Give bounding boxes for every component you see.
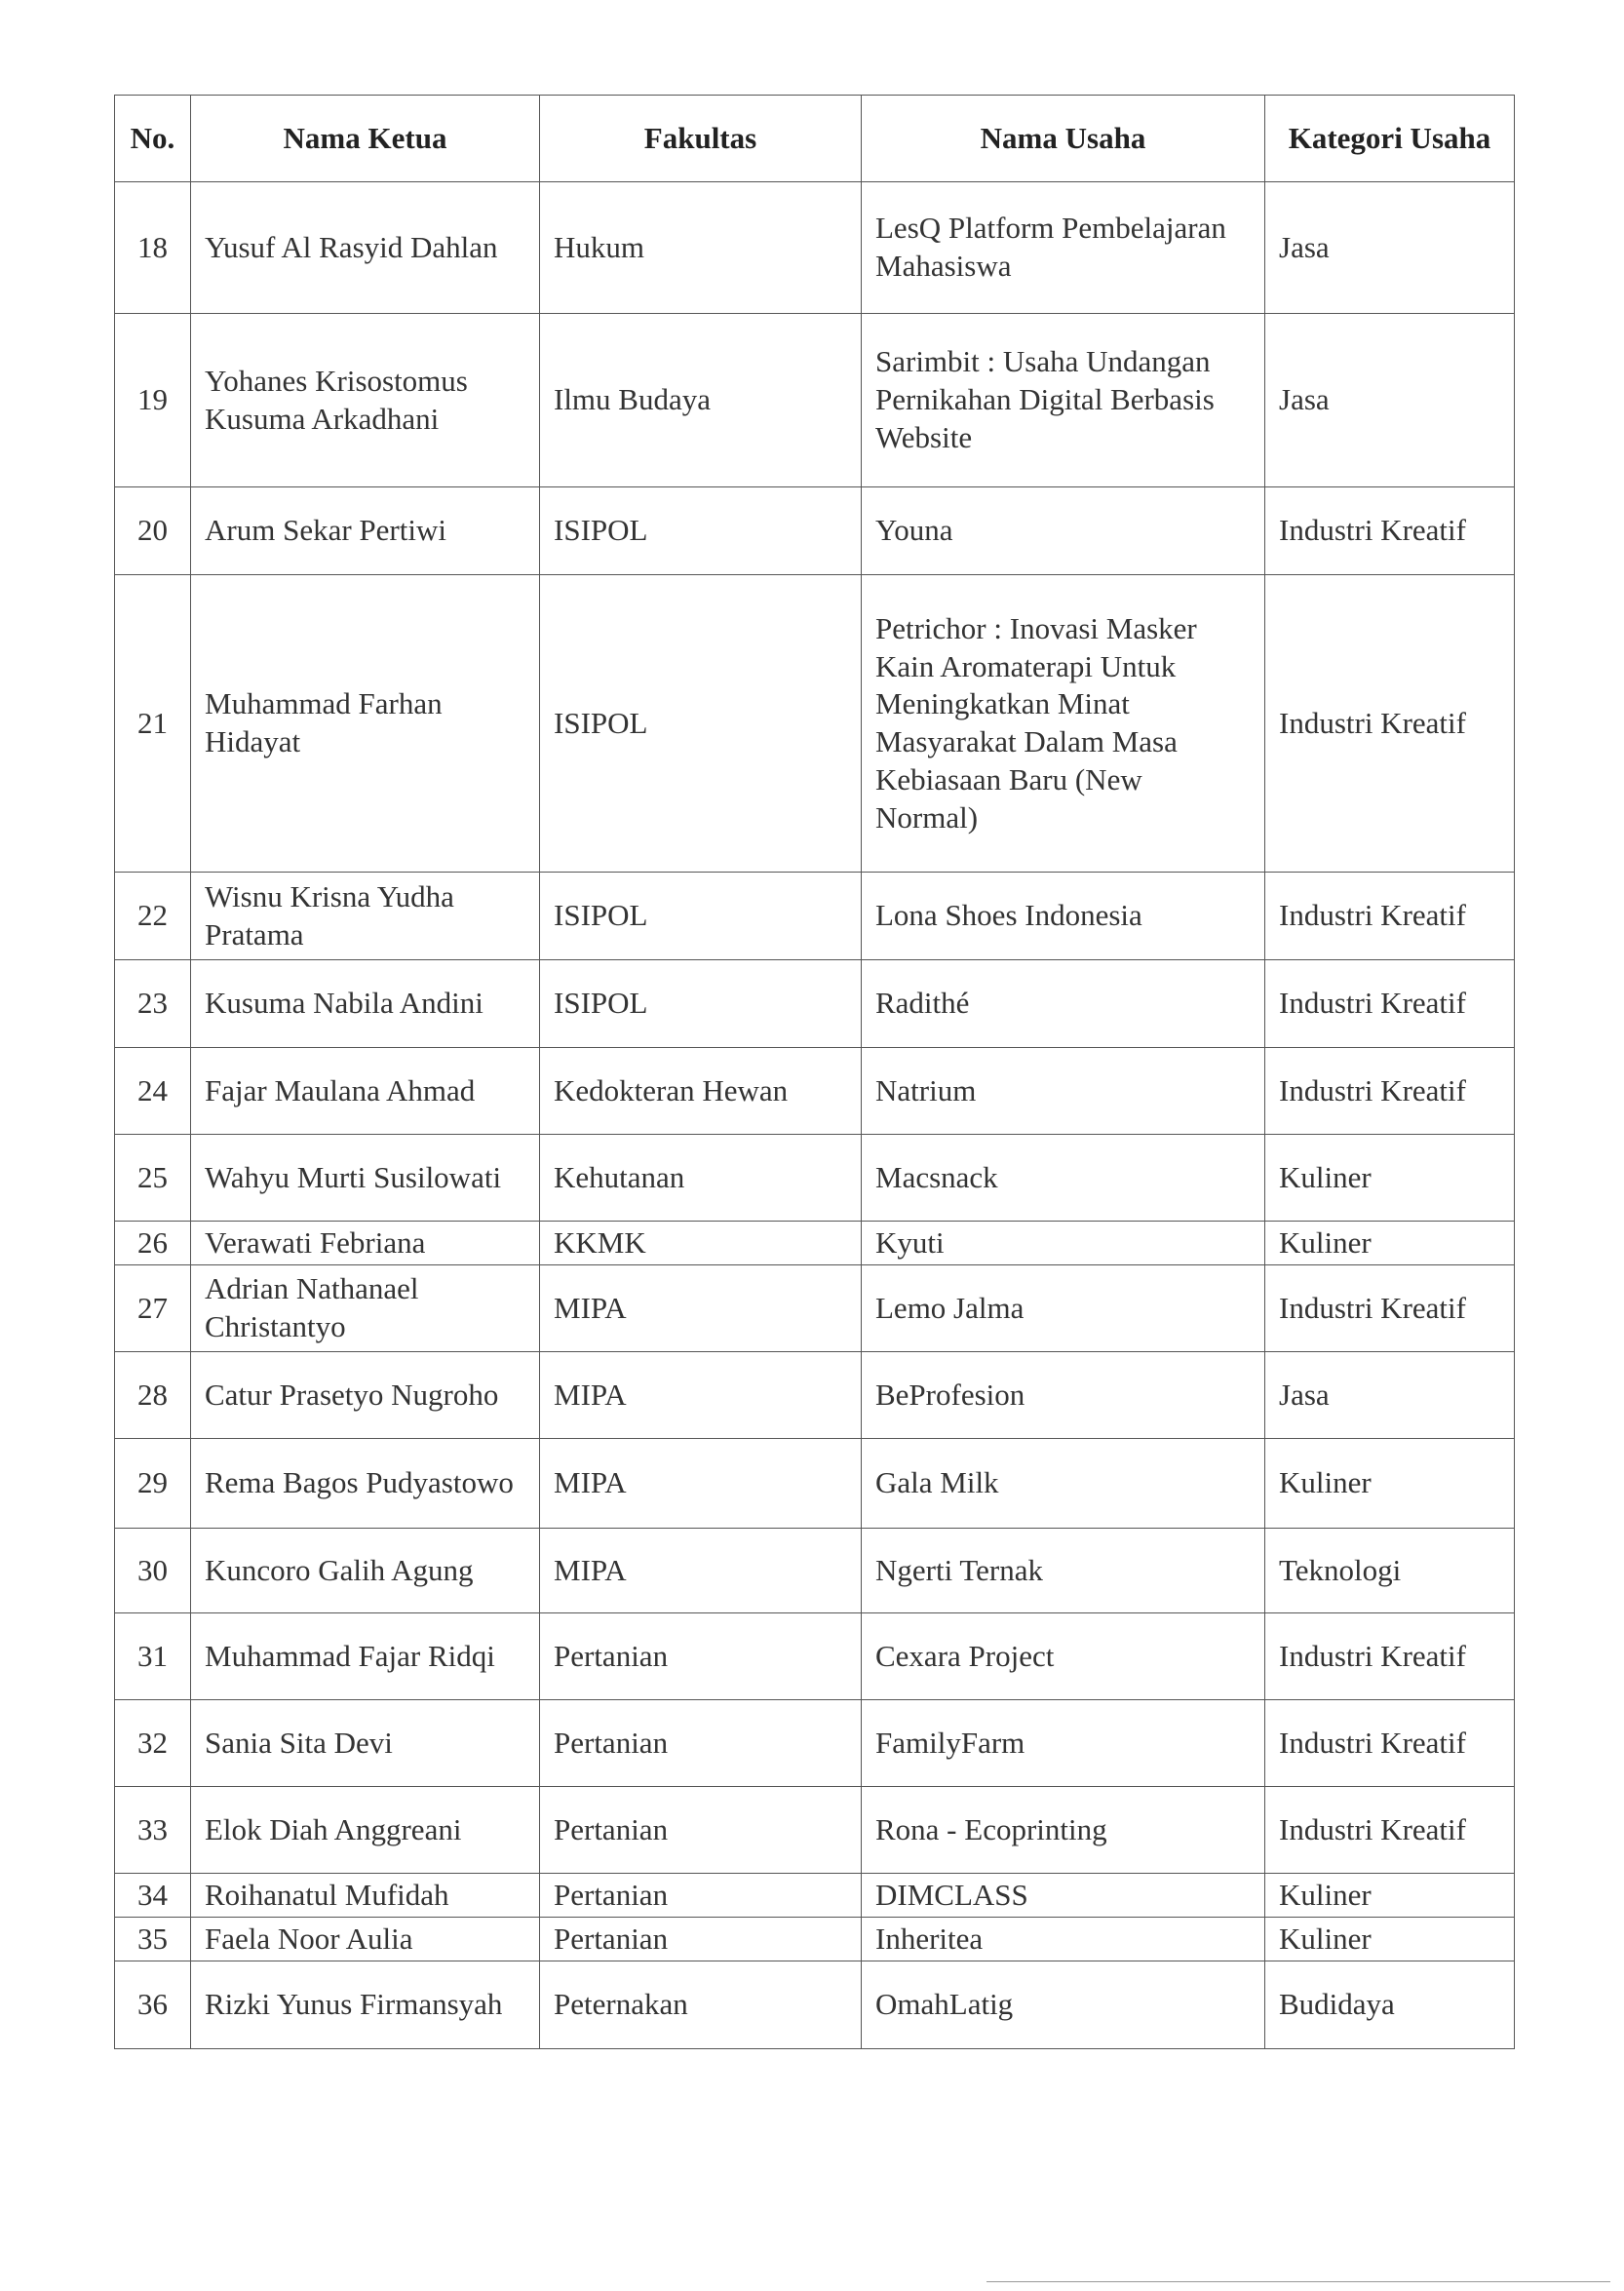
header-fakultas: Fakultas bbox=[540, 96, 862, 182]
table-row bbox=[115, 1439, 1515, 1529]
cell-fakultas: Pertanian bbox=[540, 1874, 862, 1918]
cell-fakultas: Pertanian bbox=[540, 1918, 862, 1961]
cell-kategori: Industri Kreatif bbox=[1265, 575, 1515, 873]
cell-ketua: Fajar Maulana Ahmad bbox=[191, 1048, 540, 1135]
table-row bbox=[115, 1048, 1515, 1135]
cell-fakultas: Pertanian bbox=[540, 1787, 862, 1874]
cell-kategori: Industri Kreatif bbox=[1265, 1613, 1515, 1700]
cell-usaha: Gala Milk bbox=[862, 1439, 1265, 1529]
cell-ketua: Rema Bagos Pudyastowo bbox=[191, 1439, 540, 1529]
cell-usaha: Natrium bbox=[862, 1048, 1265, 1135]
cell-fakultas: KKMK bbox=[540, 1222, 862, 1265]
cell-no: 30 bbox=[115, 1529, 191, 1613]
cell-no: 19 bbox=[115, 314, 191, 487]
cell-ketua: Roihanatul Mufidah bbox=[191, 1874, 540, 1918]
table-row bbox=[115, 1961, 1515, 2049]
cell-fakultas: MIPA bbox=[540, 1265, 862, 1352]
table-row bbox=[115, 575, 1515, 873]
cell-no: 20 bbox=[115, 487, 191, 575]
cell-usaha: Macsnack bbox=[862, 1135, 1265, 1222]
table-header-row bbox=[115, 96, 1515, 182]
cell-fakultas: Pertanian bbox=[540, 1700, 862, 1787]
footer-divider bbox=[986, 2281, 1610, 2282]
cell-kategori: Teknologi bbox=[1265, 1529, 1515, 1613]
cell-no: 26 bbox=[115, 1222, 191, 1265]
cell-ketua: Muhammad Farhan Hidayat bbox=[191, 575, 540, 873]
cell-usaha: Radithé bbox=[862, 960, 1265, 1048]
table-row bbox=[115, 314, 1515, 487]
cell-fakultas: MIPA bbox=[540, 1352, 862, 1439]
header-nama-usaha: Nama Usaha bbox=[862, 96, 1265, 182]
cell-fakultas: MIPA bbox=[540, 1529, 862, 1613]
cell-usaha: Sarimbit : Usaha Undangan Pernikahan Digital Berbasis Website bbox=[862, 314, 1265, 487]
cell-fakultas: ISIPOL bbox=[540, 487, 862, 575]
cell-no: 29 bbox=[115, 1439, 191, 1529]
table-row bbox=[115, 1918, 1515, 1961]
cell-usaha: FamilyFarm bbox=[862, 1700, 1265, 1787]
cell-kategori: Kuliner bbox=[1265, 1135, 1515, 1222]
cell-fakultas: Kedokteran Hewan bbox=[540, 1048, 862, 1135]
cell-no: 33 bbox=[115, 1787, 191, 1874]
cell-fakultas: Pertanian bbox=[540, 1613, 862, 1700]
cell-kategori: Industri Kreatif bbox=[1265, 1787, 1515, 1874]
cell-fakultas: ISIPOL bbox=[540, 873, 862, 960]
cell-no: 25 bbox=[115, 1135, 191, 1222]
table-row bbox=[115, 1265, 1515, 1352]
cell-ketua: Adrian Nathanael Christantyo bbox=[191, 1265, 540, 1352]
cell-kategori: Budidaya bbox=[1265, 1961, 1515, 2049]
cell-fakultas: MIPA bbox=[540, 1439, 862, 1529]
cell-usaha: LesQ Platform Pembelajaran Mahasiswa bbox=[862, 182, 1265, 314]
cell-kategori: Jasa bbox=[1265, 314, 1515, 487]
cell-no: 36 bbox=[115, 1961, 191, 2049]
cell-kategori: Industri Kreatif bbox=[1265, 873, 1515, 960]
cell-no: 31 bbox=[115, 1613, 191, 1700]
table-row bbox=[115, 960, 1515, 1048]
table-row bbox=[115, 487, 1515, 575]
cell-no: 28 bbox=[115, 1352, 191, 1439]
cell-ketua: Faela Noor Aulia bbox=[191, 1918, 540, 1961]
cell-kategori: Kuliner bbox=[1265, 1918, 1515, 1961]
cell-ketua: Wisnu Krisna Yudha Pratama bbox=[191, 873, 540, 960]
cell-no: 18 bbox=[115, 182, 191, 314]
cell-kategori: Jasa bbox=[1265, 182, 1515, 314]
cell-no: 21 bbox=[115, 575, 191, 873]
cell-usaha: BeProfesion bbox=[862, 1352, 1265, 1439]
cell-usaha: Cexara Project bbox=[862, 1613, 1265, 1700]
cell-ketua: Muhammad Fajar Ridqi bbox=[191, 1613, 540, 1700]
cell-ketua: Wahyu Murti Susilowati bbox=[191, 1135, 540, 1222]
cell-fakultas: ISIPOL bbox=[540, 960, 862, 1048]
cell-ketua: Verawati Febriana bbox=[191, 1222, 540, 1265]
table-row bbox=[115, 1222, 1515, 1265]
cell-usaha: DIMCLASS bbox=[862, 1874, 1265, 1918]
header-kategori-usaha: Kategori Usaha bbox=[1265, 96, 1515, 182]
table-row bbox=[115, 1700, 1515, 1787]
table-row bbox=[115, 873, 1515, 960]
cell-ketua: Yohanes Krisostomus Kusuma Arkadhani bbox=[191, 314, 540, 487]
cell-usaha: Lona Shoes Indonesia bbox=[862, 873, 1265, 960]
table-body bbox=[115, 182, 1515, 2049]
table-row bbox=[115, 182, 1515, 314]
cell-kategori: Industri Kreatif bbox=[1265, 487, 1515, 575]
cell-usaha: Kyuti bbox=[862, 1222, 1265, 1265]
cell-kategori: Jasa bbox=[1265, 1352, 1515, 1439]
cell-ketua: Sania Sita Devi bbox=[191, 1700, 540, 1787]
cell-fakultas: Hukum bbox=[540, 182, 862, 314]
cell-no: 22 bbox=[115, 873, 191, 960]
table-row bbox=[115, 1874, 1515, 1918]
cell-ketua: Elok Diah Anggreani bbox=[191, 1787, 540, 1874]
cell-ketua: Catur Prasetyo Nugroho bbox=[191, 1352, 540, 1439]
cell-usaha: Ngerti Ternak bbox=[862, 1529, 1265, 1613]
cell-no: 23 bbox=[115, 960, 191, 1048]
table-row bbox=[115, 1787, 1515, 1874]
cell-kategori: Kuliner bbox=[1265, 1222, 1515, 1265]
cell-kategori: Kuliner bbox=[1265, 1874, 1515, 1918]
cell-ketua: Arum Sekar Pertiwi bbox=[191, 487, 540, 575]
cell-usaha: Rona - Ecoprinting bbox=[862, 1787, 1265, 1874]
cell-no: 27 bbox=[115, 1265, 191, 1352]
cell-ketua: Kuncoro Galih Agung bbox=[191, 1529, 540, 1613]
cell-fakultas: Ilmu Budaya bbox=[540, 314, 862, 487]
cell-ketua: Yusuf Al Rasyid Dahlan bbox=[191, 182, 540, 314]
cell-kategori: Industri Kreatif bbox=[1265, 1700, 1515, 1787]
table-row bbox=[115, 1352, 1515, 1439]
header-no: No. bbox=[115, 96, 191, 182]
cell-fakultas: Kehutanan bbox=[540, 1135, 862, 1222]
table-row bbox=[115, 1135, 1515, 1222]
cell-usaha: Lemo Jalma bbox=[862, 1265, 1265, 1352]
cell-ketua: Rizki Yunus Firmansyah bbox=[191, 1961, 540, 2049]
cell-no: 34 bbox=[115, 1874, 191, 1918]
header-nama-ketua: Nama Ketua bbox=[191, 96, 540, 182]
cell-kategori: Industri Kreatif bbox=[1265, 1265, 1515, 1352]
cell-usaha: OmahLatig bbox=[862, 1961, 1265, 2049]
cell-usaha: Petrichor : Inovasi Masker Kain Aromaterapi Untuk Meningkatkan Minat Masyarakat Dalam Masa Kebiasaan Baru (New Normal) bbox=[862, 575, 1265, 873]
cell-usaha: Youna bbox=[862, 487, 1265, 575]
cell-fakultas: Peternakan bbox=[540, 1961, 862, 2049]
cell-kategori: Industri Kreatif bbox=[1265, 960, 1515, 1048]
cell-no: 32 bbox=[115, 1700, 191, 1787]
cell-ketua: Kusuma Nabila Andini bbox=[191, 960, 540, 1048]
cell-kategori: Industri Kreatif bbox=[1265, 1048, 1515, 1135]
cell-no: 24 bbox=[115, 1048, 191, 1135]
cell-no: 35 bbox=[115, 1918, 191, 1961]
table-row bbox=[115, 1613, 1515, 1700]
table-row bbox=[115, 1529, 1515, 1613]
participants-table bbox=[114, 95, 1515, 2049]
cell-usaha: Inheritea bbox=[862, 1918, 1265, 1961]
cell-fakultas: ISIPOL bbox=[540, 575, 862, 873]
cell-kategori: Kuliner bbox=[1265, 1439, 1515, 1529]
